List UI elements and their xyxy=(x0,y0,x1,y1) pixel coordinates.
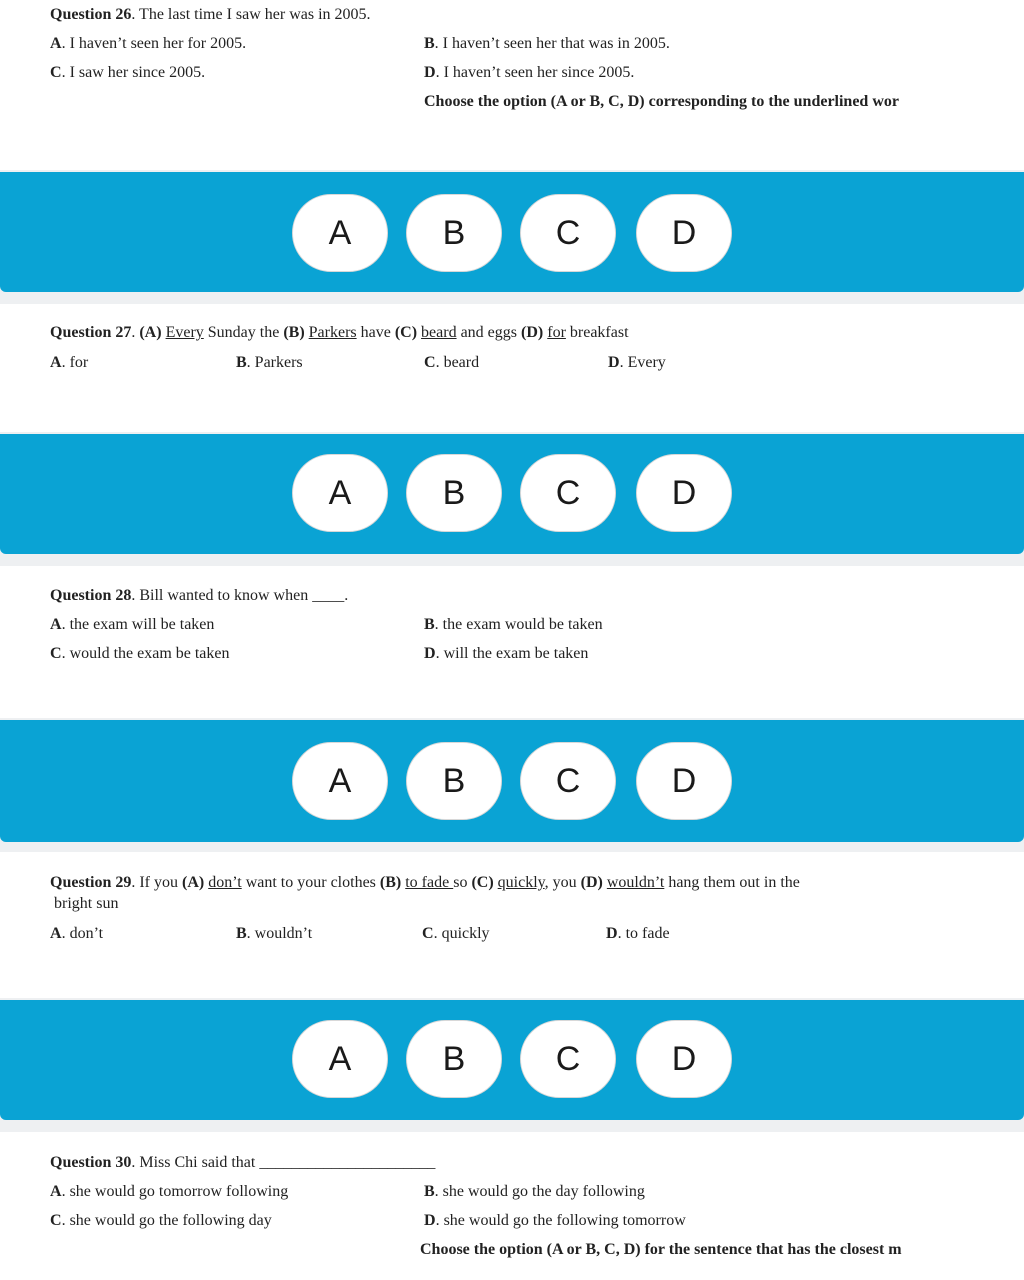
answer-button-a[interactable]: A xyxy=(292,454,388,532)
question-30-text: Question 30. Miss Chi said that ______________________ xyxy=(50,1154,436,1171)
option-c: C. would the exam be taken xyxy=(50,645,230,662)
option-a: A. the exam will be taken xyxy=(50,616,215,633)
option-b: B. wouldn’t xyxy=(236,925,313,942)
option-c: C. quickly xyxy=(422,925,490,942)
option-b: B. the exam would be taken xyxy=(424,616,603,633)
question-card-28 xyxy=(0,566,1024,718)
question-29-text: Question 29. If you (A) don’t want to your clothes (B) to fade so (C) quickly, you (D) wouldn’t hang them out in the xyxy=(50,874,800,891)
option-d: D. I haven’t seen her since 2005. xyxy=(424,64,635,81)
question-card-30 xyxy=(0,1132,1024,1280)
option-c: C. I saw her since 2005. xyxy=(50,64,206,81)
answer-button-c[interactable]: C xyxy=(520,194,616,272)
question-card-26 xyxy=(0,0,1024,170)
option-d: D. will the exam be taken xyxy=(424,645,589,662)
answer-button-b[interactable]: B xyxy=(406,454,502,532)
answer-blank: ______________________ xyxy=(259,1154,436,1171)
option-c: C. beard xyxy=(424,354,480,371)
instruction-text: Choose the option (A or B, C, D) corresponding to the underlined wor xyxy=(424,93,899,110)
option-b: B. she would go the day following xyxy=(424,1183,645,1200)
option-c: C. she would go the following day xyxy=(50,1212,272,1229)
option-d: D. to fade xyxy=(606,925,670,942)
answer-button-b[interactable]: B xyxy=(406,1020,502,1098)
question-card-29 xyxy=(0,852,1024,998)
option-a: A. I haven’t seen her for 2005. xyxy=(50,35,247,52)
answer-button-d[interactable]: D xyxy=(636,454,732,532)
answer-button-b[interactable]: B xyxy=(406,194,502,272)
question-26-text: Question 26. The last time I saw her was in 2005. xyxy=(50,6,371,23)
option-d: D. Every xyxy=(608,354,666,371)
answer-button-d[interactable]: D xyxy=(636,194,732,272)
question-28-text: Question 28. Bill wanted to know when ____. xyxy=(50,587,349,604)
answer-button-b[interactable]: B xyxy=(406,742,502,820)
question-label: Question 26 xyxy=(50,6,132,23)
answer-bar-28 xyxy=(0,720,1024,842)
question-card-27 xyxy=(0,304,1024,432)
option-a: A. don’t xyxy=(50,925,104,942)
answer-button-c[interactable]: C xyxy=(520,1020,616,1098)
answer-button-c[interactable]: C xyxy=(520,742,616,820)
option-a: A. for xyxy=(50,354,89,371)
answer-button-d[interactable]: D xyxy=(636,1020,732,1098)
option-d: D. she would go the following tomorrow xyxy=(424,1212,686,1229)
question-27-text: Question 27. (A) Every Sunday the (B) Parkers have (C) beard and eggs (D) for breakfast xyxy=(50,324,629,341)
option-a: A. she would go tomorrow following xyxy=(50,1183,289,1200)
instruction-text: Choose the option (A or B, C, D) for the sentence that has the closest m xyxy=(420,1241,902,1258)
answer-button-a[interactable]: A xyxy=(292,742,388,820)
option-b: B. I haven’t seen her that was in 2005. xyxy=(424,35,670,52)
answer-button-a[interactable]: A xyxy=(292,194,388,272)
answer-button-d[interactable]: D xyxy=(636,742,732,820)
answer-blank: ____ xyxy=(312,587,345,604)
question-29-text-line2: bright sun xyxy=(54,895,119,912)
answer-bar-29 xyxy=(0,1000,1024,1120)
answer-bar-26 xyxy=(0,172,1024,292)
answer-button-a[interactable]: A xyxy=(292,1020,388,1098)
answer-button-c[interactable]: C xyxy=(520,454,616,532)
answer-bar-27 xyxy=(0,434,1024,554)
option-b: B. Parkers xyxy=(236,354,303,371)
